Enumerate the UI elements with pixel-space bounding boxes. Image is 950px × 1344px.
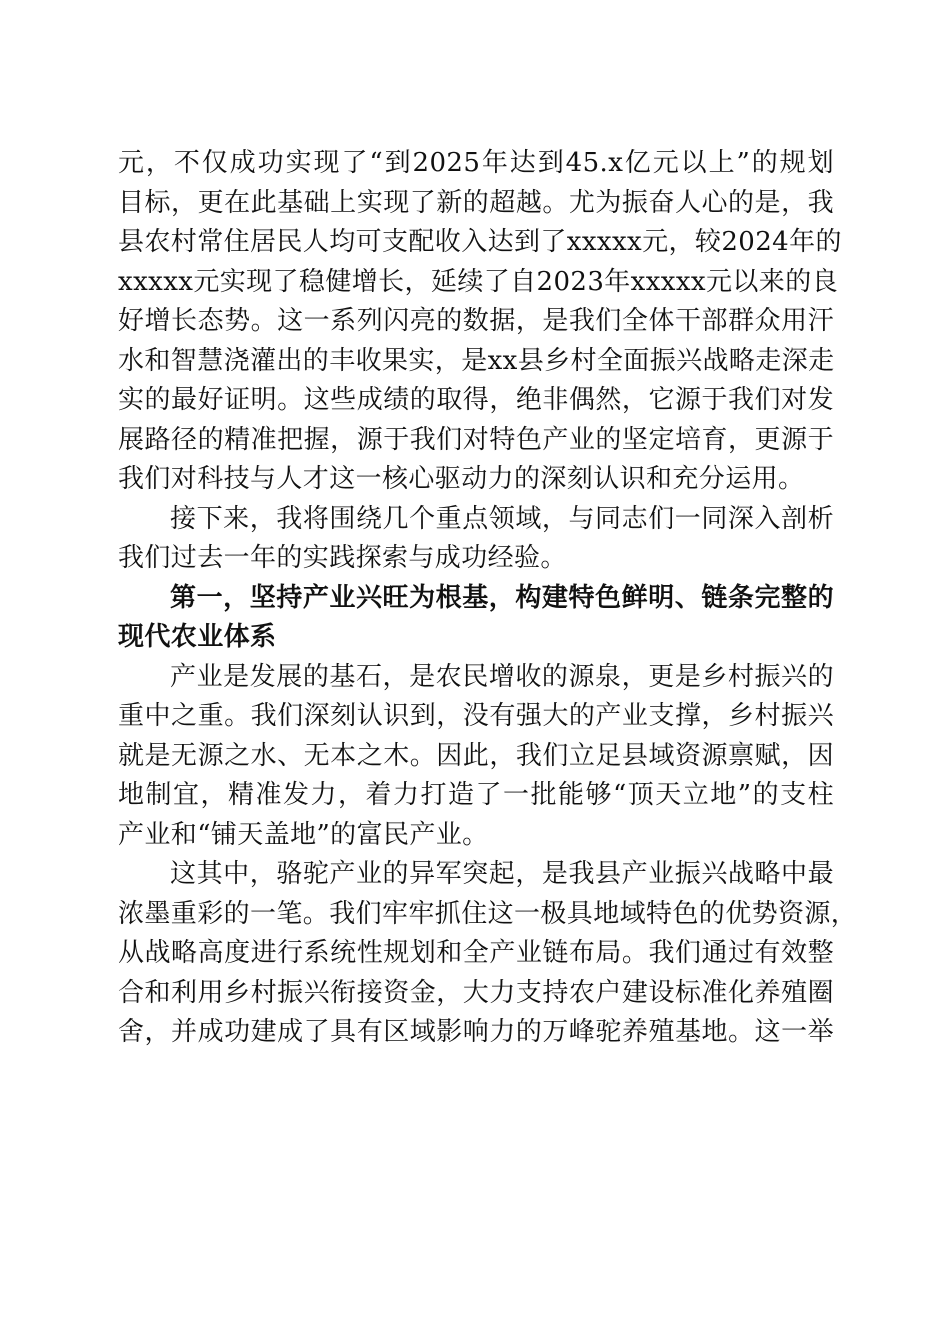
paragraph-line: 我们对科技与人才这一核心驱动力的深刻认识和充分运用。 [118,464,805,494]
paragraph-line: 元，不仅成功实现了“到2025年达到45.x亿元以上”的规划 [118,148,834,178]
paragraph-line: xxxxx元实现了稳健增长，延续了自2023年xxxxx元以来的良 [118,266,838,297]
paragraph-line: 浓墨重彩的一笔。我们牢牢抓住这一极具地域特色的优势资源， [118,898,858,929]
section-heading: 现代农业体系 [118,622,277,652]
paragraph-line: 产业是发展的基石，是农民增收的源泉，更是乡村振兴的 [170,661,834,692]
paragraph-line: 实的最好证明。这些成绩的取得，绝非偶然，它源于我们对发 [118,385,834,415]
paragraph-line: 产业和“铺天盖地”的富民产业。 [118,819,489,850]
paragraph-line: 我们过去一年的实践探索与成功经验。 [118,543,567,573]
paragraph-line: 从战略高度进行系统性规划和全产业链布局。我们通过有效整 [118,938,834,968]
paragraph-line: 重中之重。我们深刻认识到，没有强大的产业支撑，乡村振兴 [118,701,834,731]
document-body [118,144,858,1053]
paragraph-line: 目标，更在此基础上实现了新的超越。尤为振奋人心的是，我 [118,187,834,218]
paragraph-line: 合和利用乡村振兴衔接资金，大力支持农户建设标准化养殖圈 [118,977,834,1008]
paragraph-line: 好增长态势。这一系列闪亮的数据，是我们全体干部群众用汗 [118,306,834,336]
paragraph-line: 县农村常住居民人均可支配收入达到了xxxxx元，较2024年的 [118,227,842,257]
paragraph-line: 接下来，我将围绕几个重点领域，与同志们一同深入剖析 [170,503,834,534]
paragraph-line: 地制宜，精准发力，着力打造了一批能够“顶天立地”的支柱 [118,780,834,810]
paragraph-line: 水和智慧浇灌出的丰收果实，是xx县乡村全面振兴战略走深走 [118,345,835,376]
paragraph-line: 这其中，骆驼产业的异军突起，是我县产业振兴战略中最 [170,859,834,889]
paragraph-line: 就是无源之水、无本之木。因此，我们立足县域资源禀赋，因 [118,740,834,771]
paragraph-line: 展路径的精准把握，源于我们对特色产业的坚定培育，更源于 [118,424,834,455]
paragraph-line: 舍，并成功建成了具有区域影响力的万峰驼养殖基地。这一举 [118,1017,834,1047]
section-heading: 第一，坚持产业兴旺为根基，构建特色鲜明、链条完整的 [170,582,834,613]
